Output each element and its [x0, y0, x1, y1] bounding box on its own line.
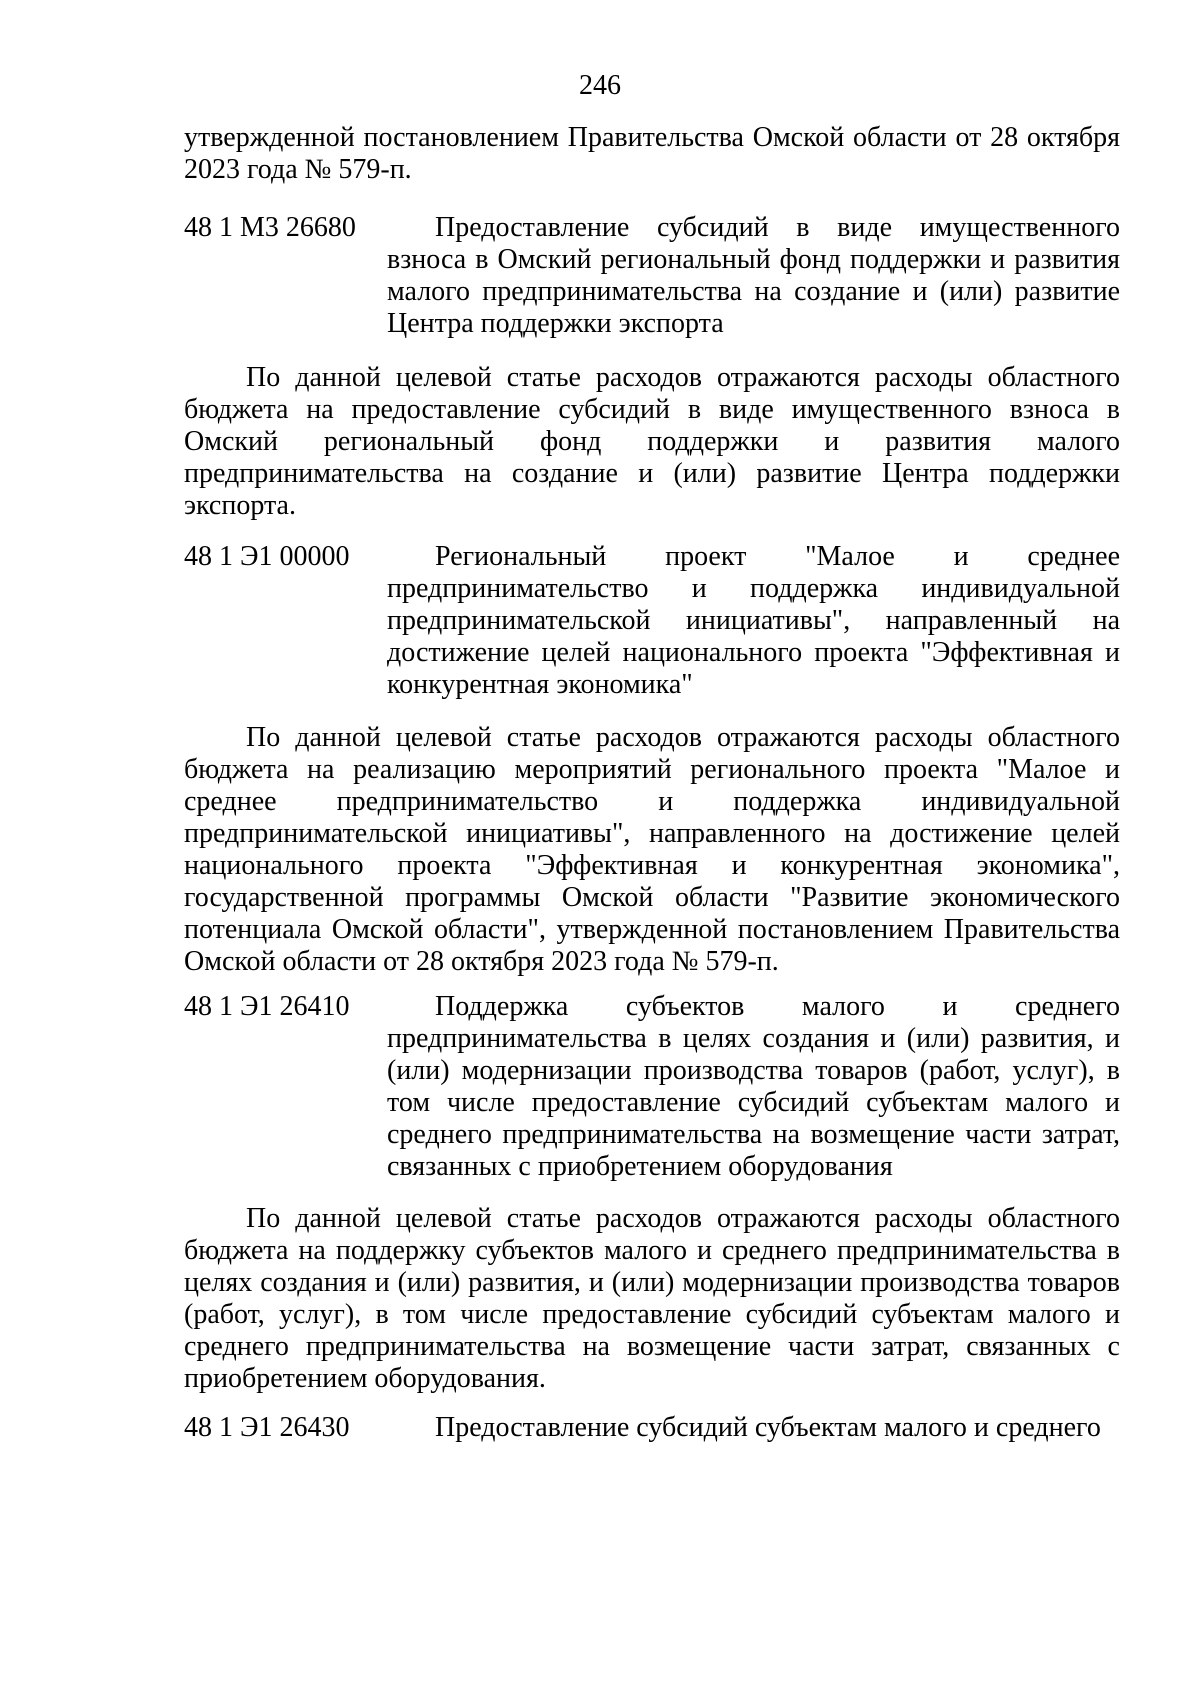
- entry-description: По данной целевой статье расходов отражаются расходы областного бюджета на предоставление субсидий в виде имущественного взноса в Омский региональный фонд поддержки и развития малого предпринимательства на создание и (или) развитие Центра поддержки экспорта.: [184, 362, 1120, 521]
- entry-title: Региональный проект "Малое и среднее предпринимательство и поддержка индивидуальной предпринимательской инициативы", направленный на достижение целей национального проекта "Эффективная и конкурентная экономика": [387, 541, 1120, 700]
- budget-entry-3: [184, 991, 1120, 1183]
- entry-3-description-block: [184, 1203, 1120, 1395]
- entry-title: Предоставление субсидий субъектам малого и среднего: [435, 1412, 1101, 1443]
- budget-entry-1: [184, 212, 1120, 340]
- intro-paragraph: утвержденной постановлением Правительства Омской области от 28 октября 2023 года № 579-п.: [184, 122, 1120, 185]
- entry-2-description-block: [184, 722, 1120, 978]
- entry-code: 48 1 Э1 26430: [184, 1412, 350, 1443]
- entry-description: По данной целевой статье расходов отражаются расходы областного бюджета на поддержку субъектов малого и среднего предпринимательства в целях создания и (или) развития, и (или) модернизации производства товаров (работ, услуг), в том числе предоставление субсидий субъектам малого и среднего предпринимательства на возмещение части затрат, связанных с приобретением оборудования.: [184, 1203, 1120, 1394]
- entry-code: 48 1 Э1 00000: [184, 541, 350, 572]
- intro-paragraph-block: [184, 122, 1120, 186]
- entry-title: Поддержка субъектов малого и среднего предпринимательства в целях создания и (или) развития, и (или) модернизации производства товаров (работ, услуг), в том числе предоставление субсидий субъектам малого и среднего предпринимательства на возмещение части затрат, связанных с приобретением оборудования: [387, 991, 1120, 1182]
- entry-description: По данной целевой статье расходов отражаются расходы областного бюджета на реализацию мероприятий регионального проекта "Малое и среднее предпринимательство и поддержка индивидуальной предпринимательской инициативы", направленного на достижение целей национального проекта "Эффективная и конкурентная экономика", государственной программы Омской области "Развитие экономического потенциала Омской области", утвержденной постановлением Правительства Омской области от 28 октября 2023 года № 579-п.: [184, 722, 1120, 977]
- budget-entry-4: [184, 1412, 1120, 1444]
- entry-code: 48 1 М3 26680: [184, 212, 356, 243]
- entry-code: 48 1 Э1 26410: [184, 991, 350, 1022]
- entry-title: Предоставление субсидий в виде имущественного взноса в Омский региональный фонд поддержки и развития малого предпринимательства на создание и (или) развитие Центра поддержки экспорта: [387, 212, 1120, 339]
- page-number: 246: [579, 70, 621, 101]
- entry-1-description-block: [184, 362, 1120, 522]
- budget-entry-2: [184, 541, 1120, 701]
